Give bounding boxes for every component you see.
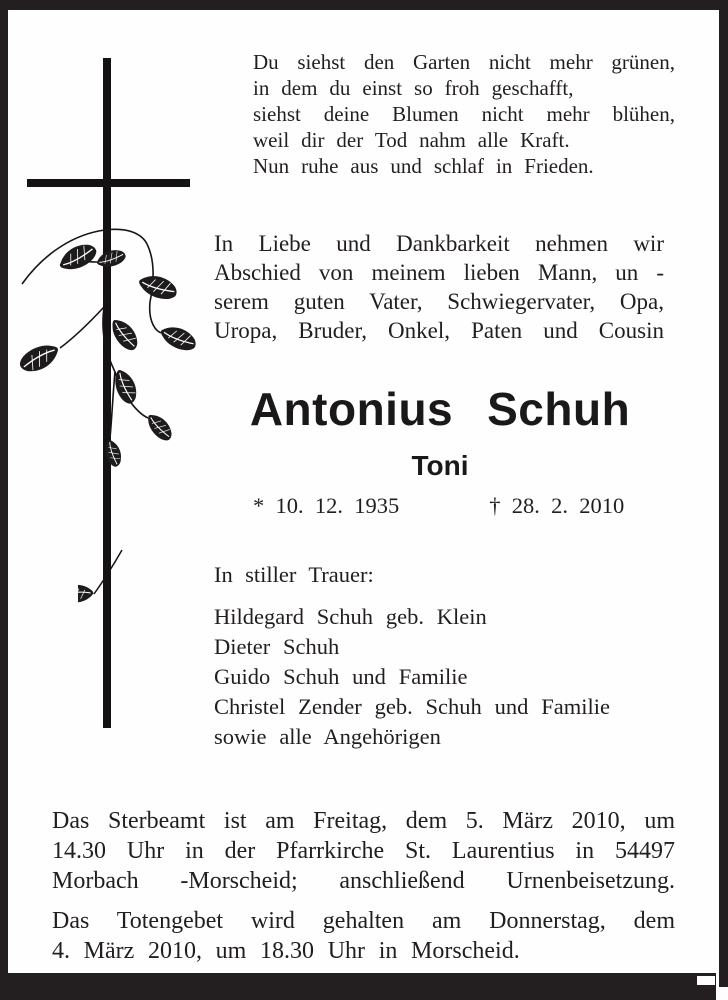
- service-line: 14.30 Uhr in der Pfarrkirche St. Laurentius in 54497: [52, 838, 675, 864]
- poem-line: Nun ruhe aus und schlaf in Frieden.: [253, 154, 594, 178]
- prayer-line: Das Totengebet wird gehalten am Donnerstag, dem: [52, 908, 675, 934]
- falling-leaf-icon: [78, 548, 128, 608]
- poem-line: weil dir der Tod nahm alle Kraft.: [253, 128, 570, 152]
- mourner-name: Guido Schuh und Familie: [214, 664, 468, 689]
- announcement-line: serem guten Vater, Schwiegervater, Opa,: [214, 289, 664, 314]
- scan-border-left: [0, 0, 8, 1000]
- mourner-name: Dieter Schuh: [214, 634, 340, 659]
- deceased-name: Antonius Schuh: [249, 383, 631, 435]
- life-dates: [214, 492, 666, 520]
- scan-border-bottom: [0, 973, 716, 1000]
- announcement-line: In Liebe und Dankbarkeit nehmen wir: [214, 231, 664, 256]
- scan-border-gap: [697, 976, 715, 985]
- cross-horizontal-beam: [27, 179, 190, 187]
- poem-line: in dem du einst so froh geschafft,: [253, 76, 574, 100]
- mourner-name: Hildegard Schuh geb. Klein: [214, 604, 487, 629]
- poem-line: siehst deine Blumen nicht mehr blühen,: [253, 102, 675, 126]
- scan-border-right: [719, 0, 728, 987]
- deceased-nickname: Toni: [411, 450, 469, 481]
- prayer-paragraph: [52, 906, 675, 966]
- service-line: Morbach -Morscheid; anschließend Urnenbeisetzung.: [52, 868, 675, 894]
- memorial-poem: [253, 49, 675, 179]
- prayer-line: 4. März 2010, um 18.30 Uhr in Morscheid.: [52, 938, 520, 964]
- mourning-heading: In stiller Trauer:: [214, 562, 374, 587]
- scan-border-top: [0, 0, 728, 10]
- announcement-line: Uropa, Bruder, Onkel, Paten und Cousin: [214, 318, 664, 343]
- service-line: Das Sterbeamt ist am Freitag, dem 5. März 2010, um: [52, 808, 675, 834]
- deceased-name-block: [214, 384, 666, 482]
- mourner-name: Christel Zender geb. Schuh und Familie: [214, 694, 610, 719]
- mourner-name: sowie alle Angehörigen: [214, 724, 441, 749]
- leaf-branch-icon: [20, 222, 205, 472]
- funeral-service-paragraph: [52, 806, 675, 896]
- poem-line: Du siehst den Garten nicht mehr grünen,: [253, 50, 675, 74]
- announcement-paragraph: [214, 229, 664, 345]
- mourners-list: [214, 602, 674, 752]
- announcement-line: Abschied von meinem lieben Mann, un -: [214, 260, 664, 285]
- death-date: † 28. 2. 2010: [489, 493, 625, 518]
- birth-date: * 10. 12. 1935: [253, 493, 400, 518]
